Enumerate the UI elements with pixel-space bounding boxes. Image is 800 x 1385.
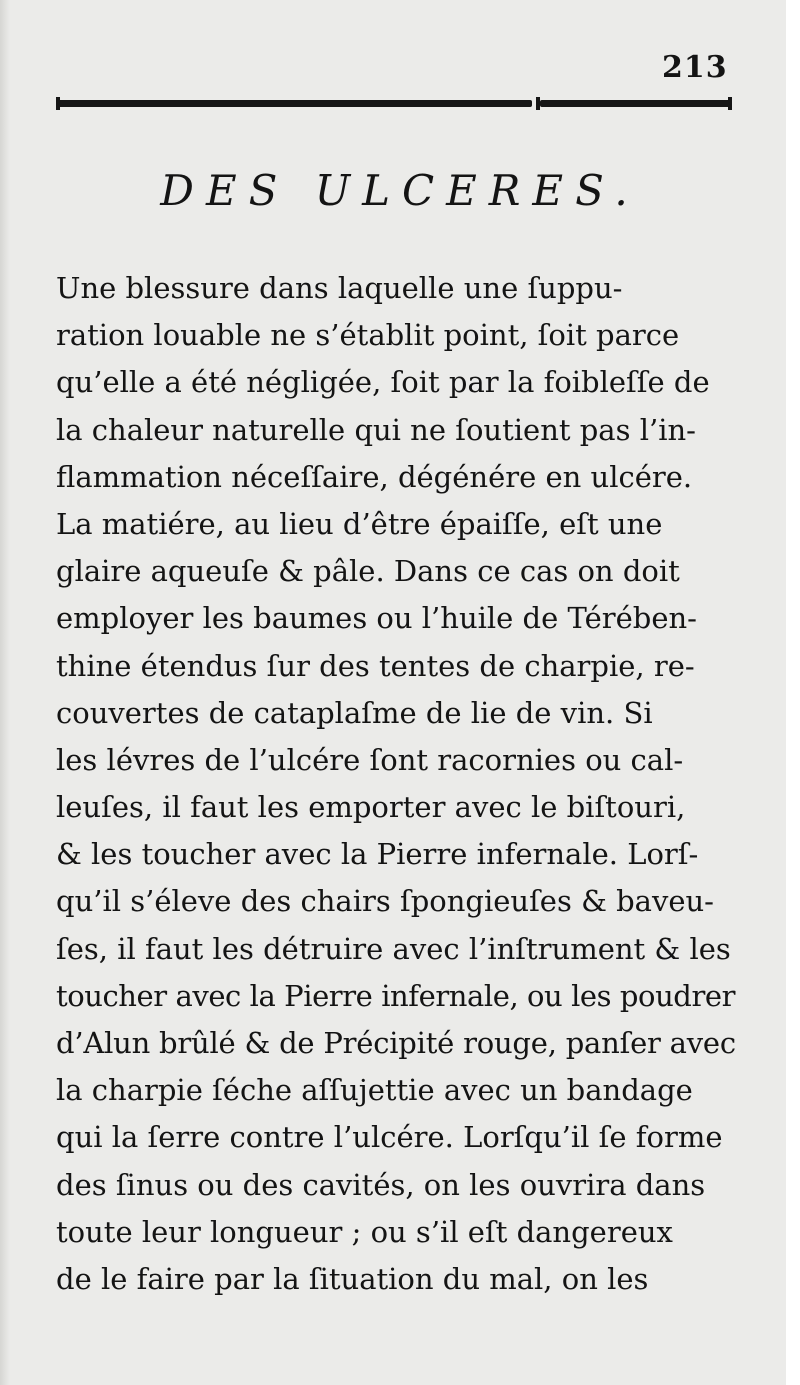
rule-cap-right — [728, 97, 732, 110]
text-line: toucher avec la Pierre infernale, ou les poudrer — [56, 978, 736, 1013]
text-line: ſes, il faut les détruire avec l’inſtrument & les — [56, 931, 731, 966]
text-line: les lévres de l’ulcére ſont racornies ou cal- — [56, 742, 684, 777]
text-line: flammation néceſſaire, dégénére en ulcére. — [56, 459, 693, 494]
text-line: couvertes de cataplaſme de lie de vin. Si — [56, 695, 653, 730]
text-line: d’Alun brûlé & de Précipité rouge, panſer avec — [56, 1026, 736, 1060]
text-line: de le faire par la ſituation du mal, on les — [56, 1261, 649, 1296]
text-line: qui la ſerre contre l’ulcére. Lorſqu’il ſe forme — [56, 1120, 723, 1155]
page-number: 213 — [662, 50, 728, 85]
text-line: qu’il s’éleve des chairs ſpongieuſes & baveu- — [56, 884, 714, 919]
chapter-title: DES ULCERES. — [160, 166, 640, 215]
text-line: la chaleur naturelle qui ne ſoutient pas l’in- — [56, 412, 696, 447]
body-text — [56, 265, 736, 1303]
text-line: la charpie ſéche aſſujettie avec un bandage — [56, 1073, 693, 1108]
text-line: La matiére, au lieu d’être épaiſſe, eſt une — [56, 506, 663, 541]
text-line: glaire aqueuſe & pâle. Dans ce cas on doit — [56, 554, 680, 589]
text-line: leuſes, il faut les emporter avec le biſtouri, — [56, 790, 686, 825]
rule-cap-middle — [536, 97, 540, 110]
text-line: toute leur longueur ; ou s’il eſt dangereux — [56, 1214, 673, 1249]
text-line: Une blessure dans laquelle une ſuppu- — [56, 271, 623, 305]
text-line: thine étendus ſur des tentes de charpie, re- — [56, 648, 695, 683]
text-line: employer les baumes ou l’huile de Térében- — [56, 601, 697, 636]
header-rule — [58, 96, 730, 110]
text-line: ration louable ne s’établit point, ſoit parce — [56, 318, 680, 353]
rule-bar-right — [540, 100, 730, 107]
text-line: qu’elle a été négligée, ſoit par la foibleſſe de — [56, 365, 710, 400]
text-line: des ſinus ou des cavités, on les ouvrira dans — [56, 1167, 706, 1202]
rule-bar-left — [58, 100, 532, 107]
text-line: & les toucher avec la Pierre infernale. Lorſ- — [56, 837, 699, 872]
